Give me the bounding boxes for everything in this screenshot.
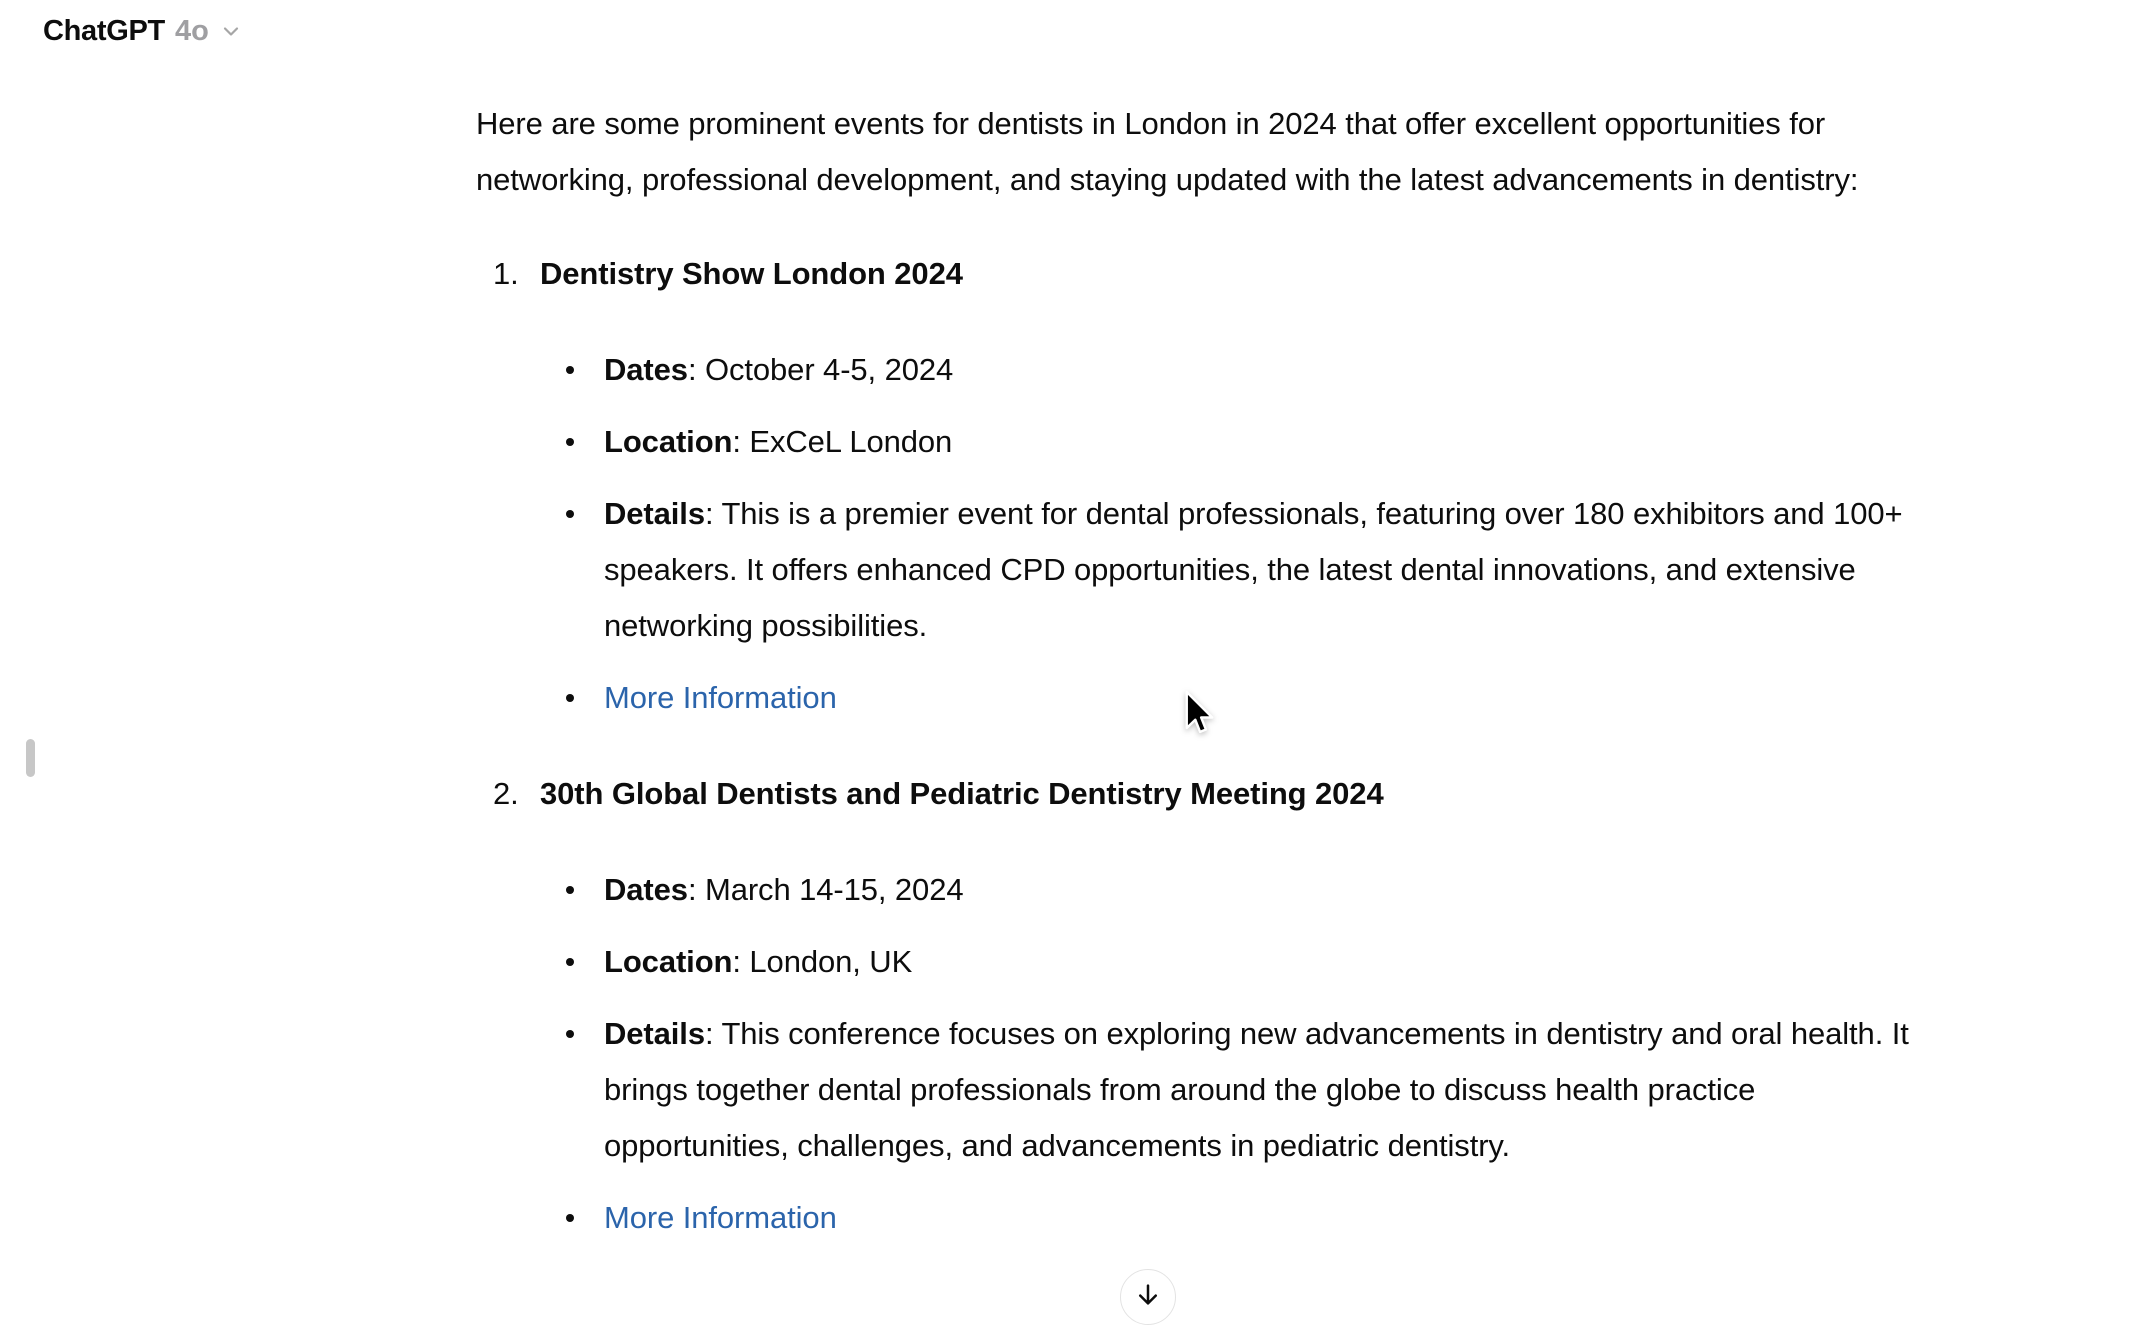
event-number: 2.: [493, 776, 519, 811]
event-detail-list: [540, 342, 1926, 726]
scrollbar-thumb[interactable]: [26, 739, 35, 777]
detail-value: This conference focuses on exploring new advancements in dentistry and oral health. It brings together dental professionals from around the globe to discuss health practice opportunities, challenges, and advancements in pediatric dentistry.: [604, 1016, 1909, 1163]
model-switcher[interactable]: [43, 14, 243, 48]
model-name: 4o: [174, 14, 209, 47]
detail-more-info: [540, 670, 1926, 726]
chevron-down-icon: [219, 19, 243, 48]
intro-paragraph: Here are some prominent events for dentists in London in 2024 that offer excellent opportunities for networking, professional development, and staying updated with the latest advancements in dentistry:: [476, 106, 1859, 197]
detail-location: Location: London, UK: [540, 934, 1926, 990]
detail-details: Details: This is a premier event for dental professionals, featuring over 180 exhibitors and 100+ speakers. It offers enhanced CPD opportunities, the latest dental innovations, and extensive networking possibilities.: [540, 486, 1926, 654]
more-information-link[interactable]: More Information: [604, 1200, 837, 1235]
list-item-event-1: [476, 246, 1926, 726]
event-title: Dentistry Show London 2024: [540, 256, 963, 291]
detail-location: Location: ExCeL London: [540, 414, 1926, 470]
more-information-link[interactable]: More Information: [604, 680, 837, 715]
assistant-message: [476, 96, 1926, 1246]
event-number: 1.: [493, 256, 519, 291]
scroll-to-bottom-button[interactable]: [1120, 1269, 1176, 1325]
detail-value: London, UK: [749, 944, 913, 979]
list-item-event-2: [476, 766, 1926, 1246]
event-list: [476, 246, 1926, 1246]
detail-value: This is a premier event for dental professionals, featuring over 180 exhibitors and 100+ speakers. It offers enhanced CPD opportunities, the latest dental innovations, and extensive networking possibilities.: [604, 496, 1903, 643]
conversation-header: [43, 14, 243, 48]
app-title: ChatGPT: [43, 14, 165, 47]
event-detail-list: [540, 862, 1926, 1246]
detail-value: March 14-15, 2024: [704, 872, 964, 907]
detail-value: ExCeL London: [749, 424, 953, 459]
detail-dates: Dates: March 14-15, 2024: [540, 862, 1926, 918]
detail-details: Details: This conference focuses on exploring new advancements in dentistry and oral health. It brings together dental professionals from around the globe to discuss health practice opportunities, challenges, and advancements in pediatric dentistry.: [540, 1006, 1926, 1174]
detail-dates: Dates: October 4-5, 2024: [540, 342, 1926, 398]
detail-more-info: [540, 1190, 1926, 1246]
arrow-down-icon: [1133, 1280, 1163, 1315]
detail-value: October 4-5, 2024: [704, 352, 954, 387]
event-title: 30th Global Dentists and Pediatric Dentistry Meeting 2024: [540, 776, 1384, 811]
